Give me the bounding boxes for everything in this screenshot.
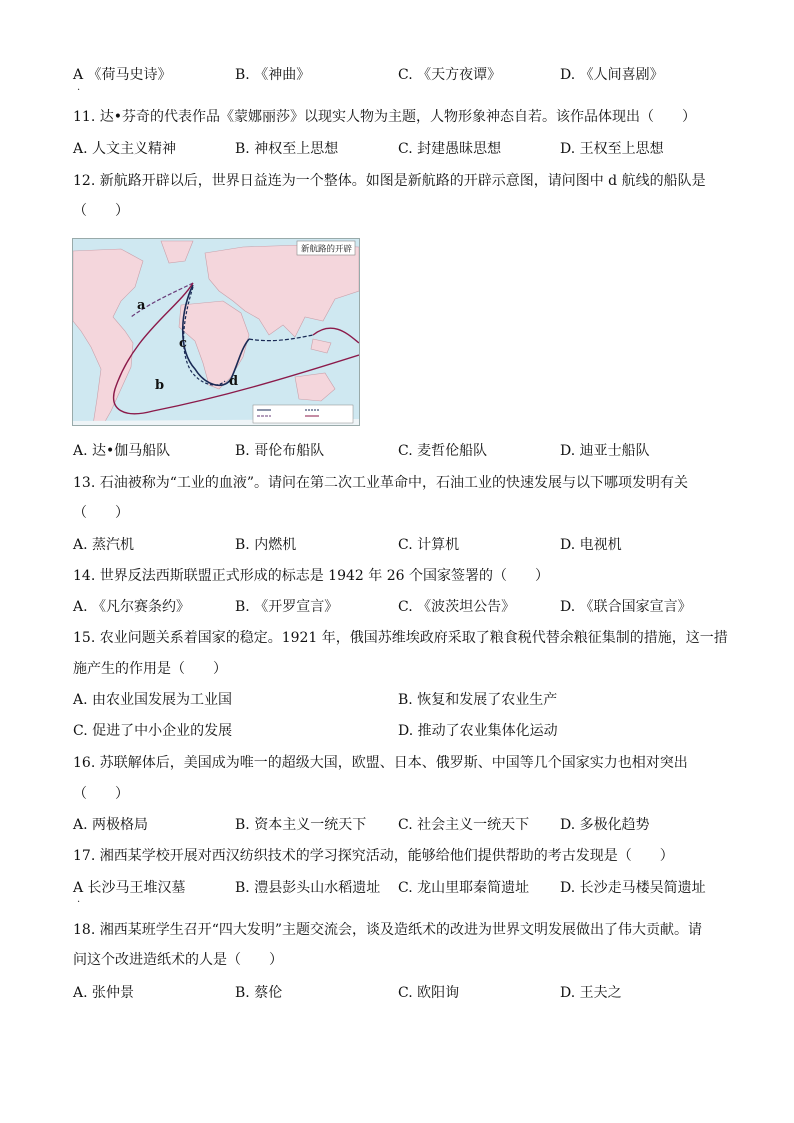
- q11-option-b: B. 神权至上思想: [235, 141, 339, 157]
- q15-option-c: C. 促进了中小企业的发展: [73, 723, 233, 739]
- q16-option-c: C. 社会主义一统天下: [398, 817, 530, 833]
- q15-option-a: A. 由农业国发展为工业国: [73, 692, 233, 708]
- q11-option-d: D. 王权至上思想: [560, 141, 664, 157]
- q17-option-c: C. 龙山里耶秦简遗址: [398, 880, 530, 896]
- route-label-c: c: [179, 336, 187, 351]
- new-routes-map: [72, 238, 360, 426]
- q13-option-b: B. 内燃机: [235, 537, 297, 553]
- q11-option-a: A. 人文主义精神: [73, 141, 177, 157]
- q16-option-b: B. 资本主义一统天下: [235, 817, 367, 833]
- q14-option-d: D. 《联合国家宣言》: [560, 599, 692, 615]
- q16-paren: （ ）: [73, 786, 129, 802]
- map-title: 新航路的开辟: [301, 244, 353, 255]
- map-graphic: [73, 239, 359, 425]
- q14-stem: 14. 世界反法西斯联盟正式形成的标志是 1942 年 26 个国家签署的（ ）: [73, 568, 549, 584]
- q18-stem-line1: 18. 湘西某班学生召开“四大发明”主题交流会，谈及造纸术的改进为世界文明发展做出了伟大贡献。请: [73, 922, 703, 938]
- q14-option-a: A. 《凡尔赛条约》: [73, 599, 191, 615]
- q16-stem: 16. 苏联解体后，美国成为唯一的超级大国，欧盟、日本、俄罗斯、中国等几个国家实力也相对突出: [73, 755, 688, 771]
- q13-paren: （ ）: [73, 505, 129, 521]
- dot-mark: ·: [77, 897, 81, 908]
- q12-option-b: B. 哥伦布船队: [235, 443, 325, 459]
- q18-option-d: D. 王夫之: [560, 985, 622, 1001]
- q12-option-d: D. 迪亚士船队: [560, 443, 650, 459]
- q18-option-a: A. 张仲景: [73, 985, 135, 1001]
- q16-option-d: D. 多极化趋势: [560, 817, 650, 833]
- q12-paren: （ ）: [73, 203, 129, 219]
- q10-option-b: B. 《神曲》: [235, 67, 311, 83]
- q18-stem-line2: 问这个改进造纸术的人是（ ）: [73, 952, 283, 968]
- q17-option-b: B. 澧县彭头山水稻遗址: [235, 880, 381, 896]
- q15-stem-line1: 15. 农业问题关系着国家的稳定。1921 年，俄国苏维埃政府采取了粮食税代替余粮征集制的措施，这一措: [73, 630, 728, 646]
- q17-option-d: D. 长沙走马楼吴简遗址: [560, 880, 706, 896]
- q11-stem: 11. 达•芬奇的代表作品《蒙娜丽莎》以现实人物为主题，人物形象神态自若。该作品体现出（ ）: [73, 109, 696, 125]
- q12-option-a: A. 达•伽马船队: [73, 443, 171, 459]
- q10-option-a: A 《荷马史诗》: [73, 67, 172, 83]
- q12-option-c: C. 麦哲伦船队: [398, 443, 488, 459]
- q12-stem: 12. 新航路开辟以后，世界日益连为一个整体。如图是新航路的开辟示意图，请问图中 d 航线的船队是: [73, 173, 706, 189]
- q13-option-c: C. 计算机: [398, 537, 460, 553]
- route-label-b: b: [155, 378, 165, 393]
- route-label-a: a: [137, 298, 146, 313]
- q13-option-d: D. 电视机: [560, 537, 622, 553]
- q15-stem-line2: 施产生的作用是（ ）: [73, 661, 227, 677]
- q18-option-c: C. 欧阳询: [398, 985, 460, 1001]
- q17-option-a: A 长沙马王堆汉墓: [73, 880, 186, 896]
- route-label-d: d: [229, 374, 239, 389]
- q11-option-c: C. 封建愚昧思想: [398, 141, 502, 157]
- q18-option-b: B. 蔡伦: [235, 985, 283, 1001]
- dot-mark: ·: [77, 85, 81, 96]
- q10-option-c: C. 《天方夜谭》: [398, 67, 502, 83]
- q14-option-c: C. 《波茨坦公告》: [398, 599, 516, 615]
- q13-stem: 13. 石油被称为“工业的血液”。请问在第二次工业革命中，石油工业的快速发展与以下哪项发明有关: [73, 475, 689, 491]
- q17-stem: 17. 湘西某学校开展对西汉纺织技术的学习探究活动，能够给他们提供帮助的考古发现是（ ）: [73, 848, 674, 864]
- q14-option-b: B. 《开罗宣言》: [235, 599, 339, 615]
- q15-option-d: D. 推动了农业集体化运动: [398, 723, 558, 739]
- q16-option-a: A. 两极格局: [73, 817, 149, 833]
- q10-option-d: D. 《人间喜剧》: [560, 67, 664, 83]
- q15-option-b: B. 恢复和发展了农业生产: [398, 692, 558, 708]
- q13-option-a: A. 蒸汽机: [73, 537, 135, 553]
